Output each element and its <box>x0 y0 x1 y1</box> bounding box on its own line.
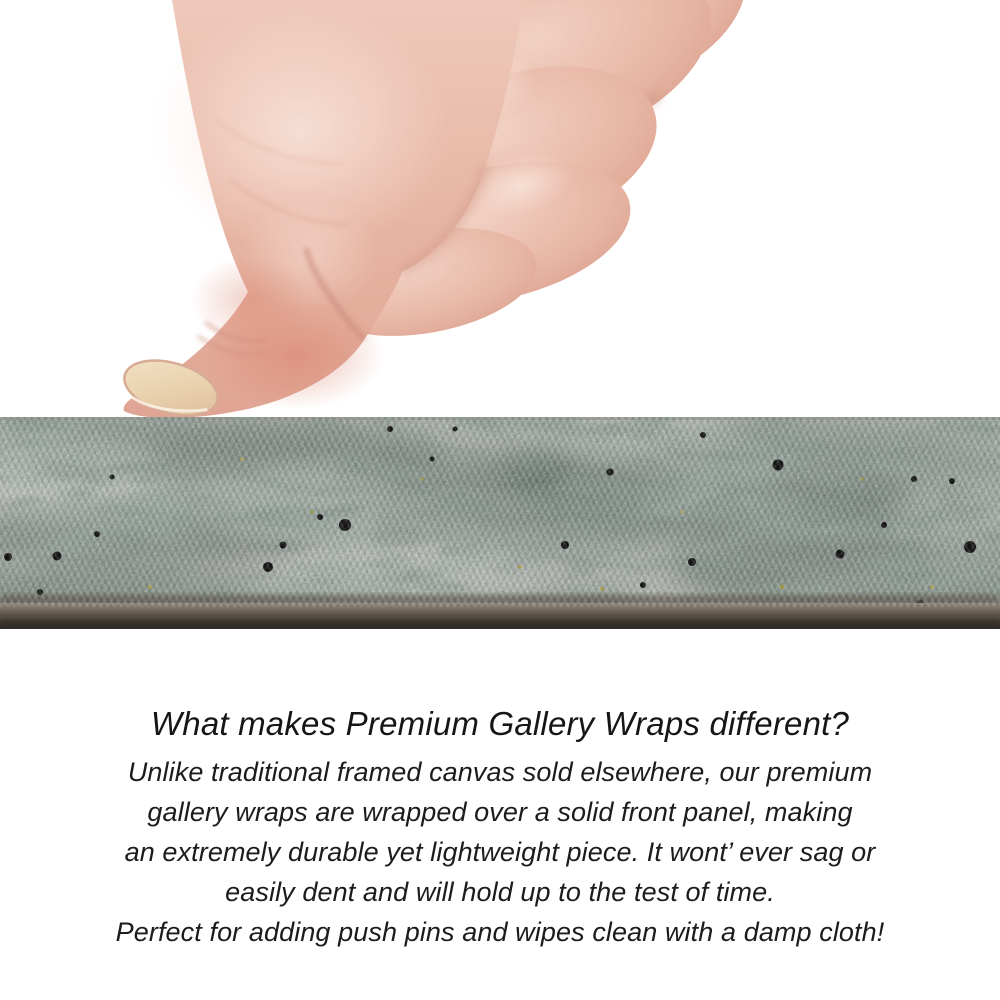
palm-and-thumb <box>118 0 522 420</box>
hand-pressing-photo <box>0 0 1000 420</box>
body-line: an extremely durable yet lightweight piece. It wont’ ever sag or <box>124 837 876 867</box>
body-line: easily dent and will hold up to the test of time. <box>225 877 775 907</box>
body-line: Unlike traditional framed canvas sold elsewhere, our premium <box>127 757 873 787</box>
body-line: Perfect for adding push pins and wipes clean with a damp cloth! <box>115 917 885 947</box>
page-title: What makes Premium Gallery Wraps different? <box>150 705 850 742</box>
canvas-edge-photo <box>0 417 1000 629</box>
body-line: gallery wraps are wrapped over a solid front panel, making <box>147 797 853 827</box>
marketing-copy <box>0 702 1000 952</box>
